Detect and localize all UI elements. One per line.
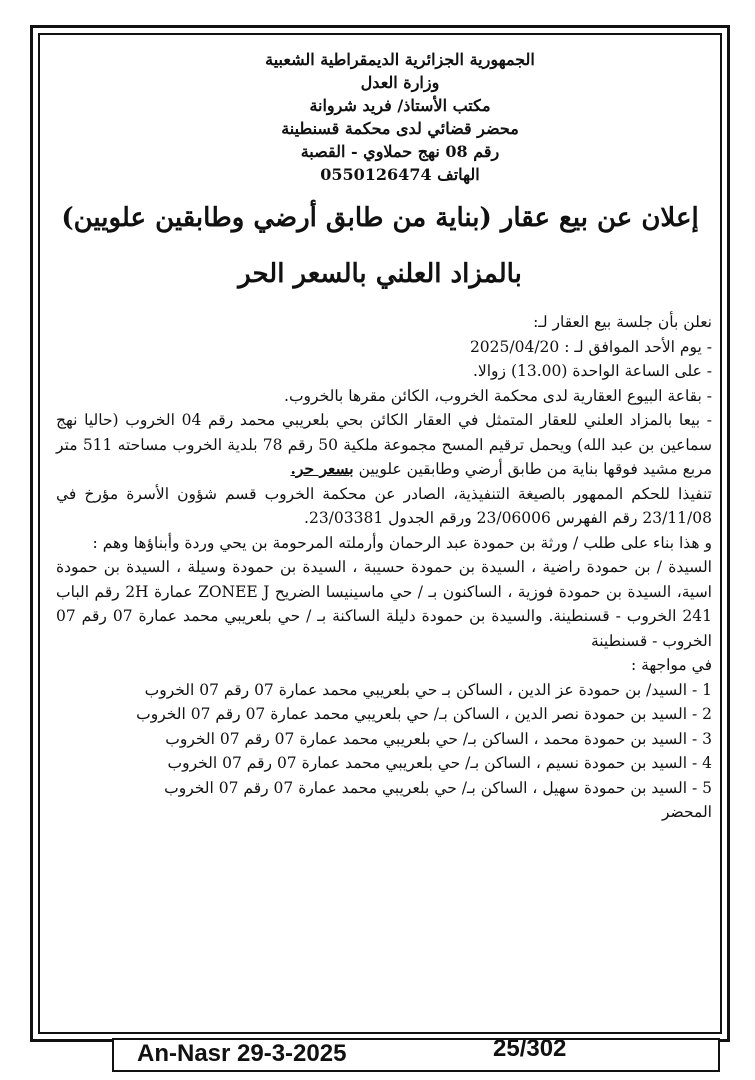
header-address: رقم 08 نهج حملاوي - القصبة: [300, 142, 500, 161]
respondent-item: 4 - السيد بن حمودة نسيم ، الساكن بـ/ حي بلعريبي محمد عمارة 07 رقم 07 الخروب: [167, 754, 712, 772]
header-office: مكتب الأستاذ/ فريد شروانة: [309, 96, 491, 115]
respondent-item: 3 - السيد بن حمودة محمد ، الساكن بـ/ حي بلعريبي محمد عمارة 07 رقم 07 الخروب: [165, 729, 712, 748]
sale-description: [56, 408, 712, 482]
announcement: [48, 48, 712, 825]
sale-place: - بقاعة البيوع العقارية لدى محكمة الخروب، الكائن مقرها بالخروب.: [284, 386, 712, 405]
request-text: و هذا بناء على طلب / ورثة بن حمودة عبد الرحمان وأرملته المرحومة بن يحي وردة وأبناؤها وهم :: [92, 533, 712, 552]
intro-text: نعلن بأن جلسة بيع العقار لـ:: [533, 313, 712, 331]
newspaper-date: An-Nasr 29-3-2025: [137, 1040, 347, 1067]
header-ministry: وزارة العدل: [360, 73, 440, 92]
sale-day: - يوم الأحد الموافق لـ : 2025/04/20: [469, 337, 712, 356]
sale-text: - بيعا بالمزاد العلني للعقار المتمثل في العقار الكائن بحي بلعريبي محمد رقم 04 الخروب (حاليا نهج سماعين بن عبد الله) ويحمل ترقيم المسح مجموعة ملكية 50 رقم 78 بلدية الخروب مساحته 511 متر مربع مشيد فوقها بناية من طابق أرضي وطابقين علويين: [56, 411, 712, 478]
respondent-item: 1 - السيد/ بن حمودة عز الدين ، الساكن بـ حي بلعريبي محمد عمارة 07 رقم 07 الخروب: [144, 680, 712, 699]
sale-price-type: بسعر حر.: [290, 459, 354, 478]
announcement-body: [56, 310, 712, 825]
title-line-2: بالمزاد العلني بالسعر الحر: [238, 259, 522, 289]
header-block: [168, 48, 632, 186]
respondent-item: 5 - السيد بن حمودة سهيل ، الساكن بـ/ حي بلعريبي محمد عمارة 07 رقم 07 الخروب: [164, 778, 712, 797]
closing-signature: المحضر: [662, 803, 712, 821]
facing-label: في مواجهة :: [630, 656, 712, 674]
header-role: محضر قضائي لدى محكمة قسنطينة: [281, 119, 519, 138]
execution-text: تنفيذا للحكم الممهور بالصيغة التنفيذية، الصادر عن محكمة الخروب قسم شؤون الأسرة مؤرخ في 23/11/08 رقم الفهرس 23/06006 ورقم الجدول 23/03381.: [56, 484, 712, 527]
sale-time: - على الساعة الواحدة (13.00) زوالا.: [472, 362, 712, 380]
title-line-1: إعلان عن بيع عقار (بناية من طابق أرضي وطابقين علويين): [61, 203, 699, 233]
reference-number: 25/302: [493, 1035, 567, 1062]
header-phone: الهاتف 0550126474: [320, 165, 480, 184]
page-title: [48, 190, 712, 302]
header-republic: الجمهورية الجزائرية الديمقراطية الشعبية: [265, 50, 535, 69]
heirs-text: السيدة / بن حمودة راضية ، السيدة بن حمودة حسيبة ، السيدة بن حمودة وسيلة ، السيدة بن حمودة اسية، السيدة بن حمودة فوزية ، الساكنون بـ / حي ماسينيسا الضريح ZONEE J عمارة 2H رقم الباب 241 الخروب - قسنطينة. والسيدة بن حمودة دليلة الساكنة بـ / حي بلعريبي محمد عمارة 07 رقم 07 الخروب - قسنطينة: [56, 558, 712, 650]
respondent-item: 2 - السيد بن حمودة نصر الدين ، الساكن بـ/ حي بلعريبي محمد عمارة 07 رقم 07 الخروب: [136, 705, 712, 723]
